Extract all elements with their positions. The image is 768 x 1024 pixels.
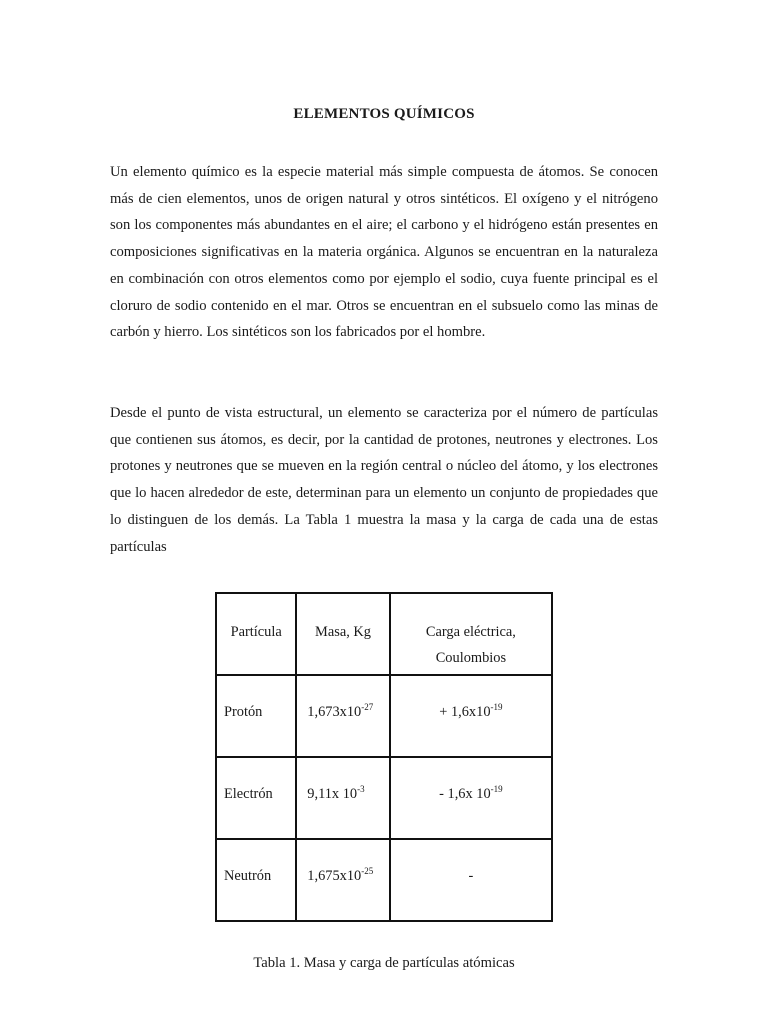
header-cell-particle <box>216 593 296 675</box>
particles-table <box>215 592 553 922</box>
particle-name: Neutrón <box>224 868 272 884</box>
header-charge-line2: Coulombios <box>435 650 507 666</box>
header-cell-charge <box>390 593 552 675</box>
table-row <box>216 757 552 839</box>
table-header-row <box>216 593 552 675</box>
paragraph-structure: Desde el punto de vista estructural, un elemento se caracteriza por el número de partículas que contienen sus átomos, es decir, por la cantidad de protones, neutrones y electrones. Los protones y neutrones que se mueven en la región central o núcleo del átomo, y los electrones que lo hacen alrededor de este, determinan para un elemento un conjunto de propiedades que lo distinguen de los demás. La Tabla 1 muestra la masa y la carga de cada una de estas partículas <box>110 405 658 555</box>
cell-particle <box>216 675 296 757</box>
mass-value: 9,11x 10 <box>307 786 358 802</box>
header-particle: Partícula <box>230 624 282 640</box>
table-row <box>216 839 552 921</box>
cell-particle <box>216 839 296 921</box>
cell-mass <box>296 839 390 921</box>
charge-exponent: -19 <box>490 784 503 794</box>
cell-mass <box>296 757 390 839</box>
charge-value: + 1,6x10 <box>439 704 491 720</box>
mass-exponent: -25 <box>361 866 374 876</box>
mass-exponent: -27 <box>361 702 374 712</box>
cell-mass <box>296 675 390 757</box>
document-title: ELEMENTOS QUÍMICOS <box>293 106 475 122</box>
header-mass: Masa, Kg <box>315 624 372 640</box>
mass-value: 1,675x10 <box>307 868 362 884</box>
table-caption: Tabla 1. Masa y carga de partículas atómicas <box>253 955 515 971</box>
header-charge-line1: Carga eléctrica, <box>425 624 516 640</box>
charge-exponent: -19 <box>490 702 503 712</box>
mass-value: 1,673x10 <box>307 704 362 720</box>
charge-value: - 1,6x 10 <box>439 786 491 802</box>
cell-charge <box>390 839 552 921</box>
table-row <box>216 675 552 757</box>
charge-value: - <box>468 868 474 884</box>
particle-name: Electrón <box>224 786 273 802</box>
paragraph-elements-intro: Un elemento químico es la especie material más simple compuesta de átomos. Se conocen más de cien elementos, unos de origen natural y otros sintéticos. El oxígeno y el nitrógeno son los componentes más abundantes en el aire; el carbono y el hidrógeno están presentes en composiciones significativas en la materia orgánica. Algunos se encuentran en la naturaleza en combinación con otros elementos como por ejemplo el sodio, cuya fuente principal es el cloruro de sodio contenido en el mar. Otros se encuentran en el subsuelo como las minas de carbón y hierro. Los sintéticos son los fabricados por el hombre. <box>110 164 658 341</box>
particle-name: Protón <box>224 704 263 720</box>
cell-charge <box>390 675 552 757</box>
cell-particle <box>216 757 296 839</box>
mass-exponent: -3 <box>357 784 365 794</box>
header-cell-mass <box>296 593 390 675</box>
cell-charge <box>390 757 552 839</box>
